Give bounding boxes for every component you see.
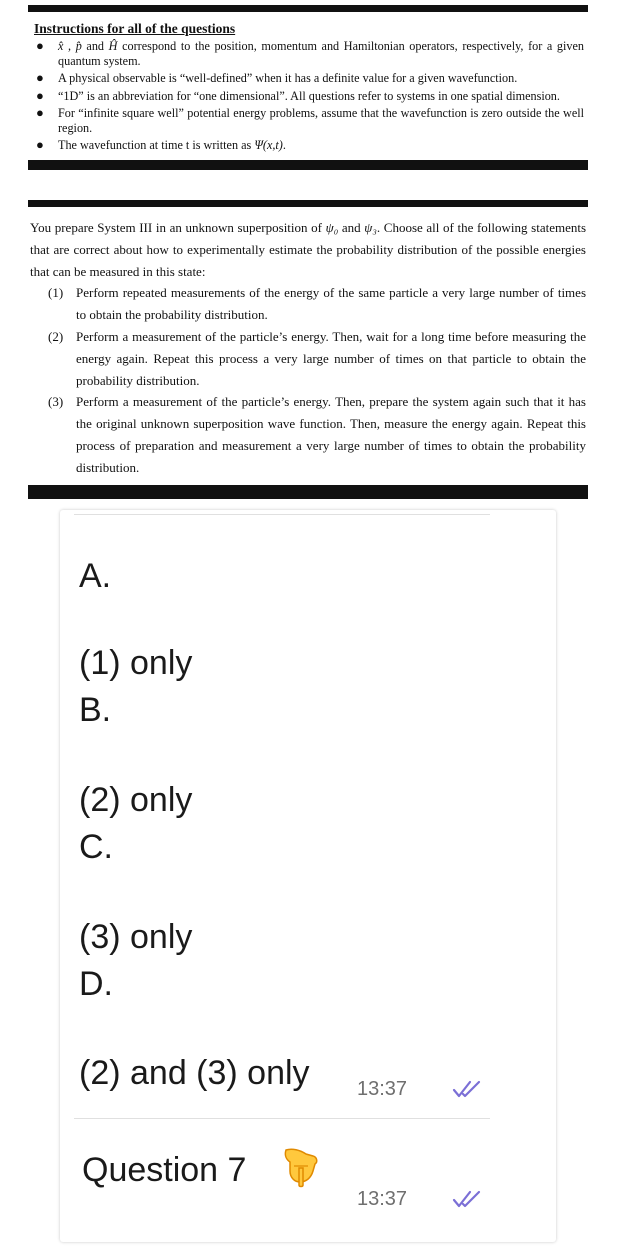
question-top-bar [28, 200, 588, 207]
bullet-icon: ● [36, 87, 44, 103]
instruction-item [32, 39, 584, 68]
instruction-item [32, 138, 584, 153]
message-divider [74, 1118, 490, 1119]
question-intro [30, 217, 586, 282]
bullet-icon: ● [36, 137, 44, 152]
statement-item [30, 326, 586, 391]
option-a-letter: A. [79, 557, 112, 595]
instruction-and: and [86, 39, 105, 53]
question-bottom-bar [28, 485, 588, 499]
instructions-bottom-bar [28, 160, 588, 170]
statement-item [30, 282, 586, 326]
instruction-text: correspond to the position, momentum and Hamiltonian operators, respectively, for a given quantum system. [58, 39, 585, 68]
bullet-icon: ● [36, 70, 44, 85]
chat-message-bubble[interactable] [60, 510, 556, 1242]
bubble-top-divider [74, 514, 490, 515]
bullet-icon: ● [36, 38, 44, 53]
instruction-text: The wavefunction at time t is written as [58, 138, 252, 152]
statement-number: (2) [48, 328, 64, 344]
option-d-text: (2) and (3) only [79, 1054, 310, 1092]
statement-number: (1) [48, 285, 64, 301]
wavefunction-math: Ψ(x,t) [254, 138, 283, 152]
double-check-icon [452, 1189, 482, 1209]
question-intro-text: You prepare System III in an unknown superposition of [30, 220, 322, 235]
instruction-text: A physical observable is “well-defined” when it has a definite value for a given wavefunction. [58, 71, 518, 85]
psi3-math: ψ₃ [364, 220, 377, 235]
option-b-text: (2) only [79, 781, 193, 819]
operators-math: x̂ , p̂ [58, 39, 82, 53]
question-panel [28, 200, 588, 499]
message-timestamp: 13:37 [357, 1078, 408, 1100]
message-timestamp-2: 13:37 [357, 1188, 408, 1210]
bullet-icon: ● [36, 105, 44, 120]
instruction-item [32, 71, 584, 86]
option-c-letter: C. [79, 828, 113, 866]
instruction-text: “1D” is an abbreviation for “one dimensional”. All questions refer to systems in one spatial dimension. [58, 88, 560, 103]
instruction-text: For “infinite square well” potential energy problems, assume that the wavefunction is zero outside the well region. [58, 106, 584, 135]
statement-text: Perform a measurement of the particle’s energy. Then, wait for a long time before measuring the energy again. Repeat this process a very large number of times on that particle to obtain the probability distribution. [76, 328, 586, 388]
instructions-title: Instructions for all of the questions [34, 21, 236, 36]
double-check-icon [452, 1079, 482, 1099]
psi0-math: ψ₀ [325, 220, 339, 235]
statement-item [30, 391, 586, 478]
top-divider-bar [28, 5, 588, 12]
option-a-text: (1) only [79, 644, 193, 682]
backhand-index-pointing-down-icon [280, 1144, 320, 1188]
question-intro-rest: . Choose all of the following statements that are correct about how to experimentally estimate the probability distribution of the possible energies that can be measured in this state: [30, 220, 587, 279]
statement-list [30, 282, 586, 478]
instruction-item [32, 89, 584, 104]
question-and: and [341, 220, 361, 235]
question-7-text: Question 7 [82, 1151, 247, 1189]
instruction-item [32, 106, 584, 135]
statement-text: Perform a measurement of the particle’s energy. Then, prepare the system again such that it has the original unknown superposition wave function. Then, measure the energy again. Repeat this process of preparation and measurement a very large number of times to obtain the probability distribution. [76, 394, 586, 475]
instructions-panel [28, 5, 588, 170]
statement-text: Perform repeated measurements of the energy of the same particle a very large number of times to obtain the probability distribution. [76, 285, 586, 323]
hamiltonian-math: Ĥ [108, 39, 118, 53]
option-c-text: (3) only [79, 918, 193, 956]
statement-number: (3) [48, 394, 64, 410]
option-b-letter: B. [79, 691, 112, 729]
instruction-end: . [282, 138, 286, 152]
instructions-list [32, 39, 584, 153]
option-d-letter: D. [79, 965, 113, 1003]
